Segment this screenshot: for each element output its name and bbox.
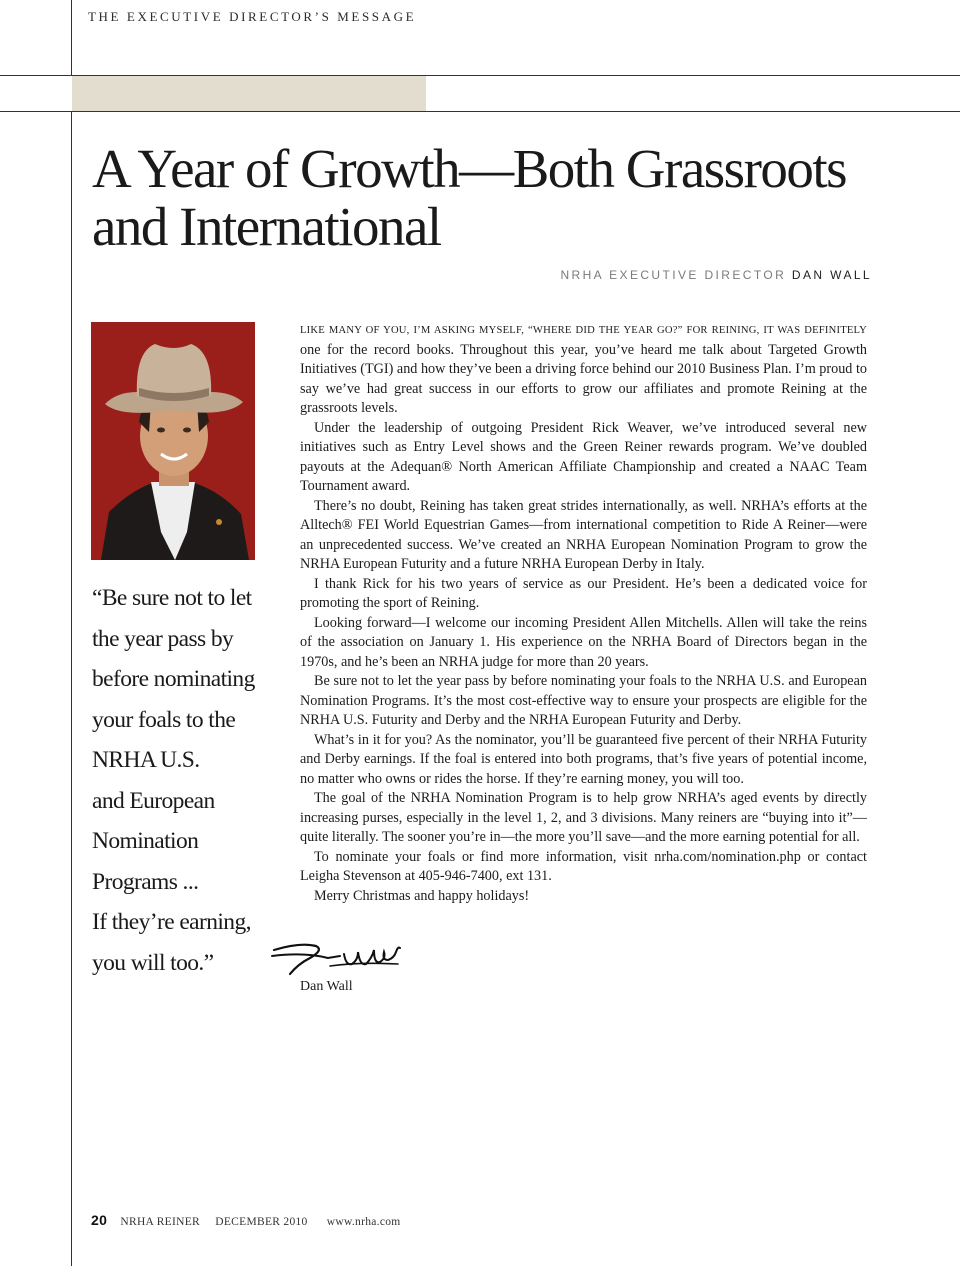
article-paragraph: I thank Rick for his two years of service as our President. He’s been a dedicated voice for promoting the sport of Reining. [300,575,867,611]
portrait-illustration [91,322,255,560]
article-paragraph: The goal of the NRHA Nomination Program is to help grow NRHA’s aged events by directly increasing purses, especially in the level 1, 2, and 3 divisions. Many reiners are “buying into it”—quite literally. The sooner you’re in—the more you’ll save—and the more earning potential for all. [300,790,867,845]
left-margin-rule [71,0,72,1266]
byline-name: DAN WALL [791,268,872,282]
article-paragraph: Merry Christmas and happy holidays! [314,887,530,904]
pull-quote-line: the year pass by [92,625,234,652]
website-link[interactable]: www.nrha.com [326,1216,401,1228]
pull-quote-line: “Be sure not to let [92,585,252,611]
section-label: THE EXECUTIVE DIRECTOR’S MESSAGE [88,9,417,24]
page-number: 20 [91,1212,108,1228]
pull-quote-line: Programs ... [92,868,199,895]
article-body [300,320,867,906]
article-paragraph: Be sure not to let the year pass by before nominating your foals to the NRHA U.S. and European Nomination Programs. It’s the most cost-effective way to ensure your prospects are eligible for the NRHA U.S. Futurity and Derby and the NRHA European Futurity and Derby. [300,673,867,728]
article-paragraph-text: one for the record books. Throughout this year, you’ve heard me talk about Targeted Growth Initiatives (TGI) and how they’ve been a driving force behind our 2010 Business Plan. I’m proud to say we’ve had great success in our efforts to grow our affiliates and promote Reining at the grassroots levels. [300,341,867,416]
page-footer [91,1212,401,1228]
byline-role: NRHA EXECUTIVE DIRECTOR [560,268,787,282]
article-lead-in: LIKE MANY OF YOU, I’M ASKING MYSELF, “WHERE DID THE YEAR GO?” FOR REINING, IT WAS DEFINITELY [300,325,867,336]
pull-quote-line: NRHA U.S. [92,747,200,773]
pull-quote-line: If they’re earning, [92,909,251,935]
pull-quote-line: and European [92,787,215,814]
article-paragraph: What’s in it for you? As the nominator, you’ll be guaranteed five percent of their NRHA Futurity and Derby earnings. If the foal is entered into both programs, that’s five years of potential income, no matter who owns or rides the horse. If they’re earning money, you will too. [300,731,867,787]
pull-quote-line: you will too.” [92,949,214,976]
article-paragraph: To nominate your foals or find more information, visit nrha.com/nomination.php or contact Leigha Stevenson at 405-946-7400, ext 131. [300,848,867,884]
pull-quote [92,578,282,983]
article-paragraph [300,320,867,419]
pull-quote-line: your foals to the [92,706,236,733]
article-paragraph: Under the leadership of outgoing President Rick Weaver, we’ve introduced several new initiatives such as Entry Level shows and the Green Reiner rewards program. We’ve doubled payouts at the Adequan® North American Affiliate Championship and created a NAAC Team Tournament award. [300,419,867,494]
section-header-bar [0,75,960,112]
article-headline [92,140,912,256]
byline [560,268,872,282]
author-portrait-photo [91,322,255,560]
pull-quote-line: before nominating [92,666,255,692]
section-tab [72,76,426,111]
issue-date: DECEMBER 2010 [215,1216,308,1228]
headline-line-1: A Year of Growth—Both Grassroots [92,138,847,199]
publication-name: NRHA REINER [120,1216,201,1228]
signer-name: Dan Wall [300,979,353,994]
article-paragraph: There’s no doubt, Reining has taken great strides internationally, as well. NRHA’s efforts at the Alltech® FEI World Equestrian Games—from international competition to Ride A Reiner—were an unprecedented success. We’ve created an NRHA European Nomination Program to grow the NRHA European Futurity and a future NRHA European Derby in Italy. [300,497,867,572]
handwritten-signature [270,936,405,978]
article-paragraph: Looking forward—I welcome our incoming President Allen Mitchells. Allen will take the reins of the association on January 1. His experience on the NRHA Board of Directors began in the 1970s, and he’s been an NRHA judge for more than 20 years. [300,614,867,670]
headline-line-2: and International [92,196,441,257]
pull-quote-line: Nomination [92,828,199,854]
